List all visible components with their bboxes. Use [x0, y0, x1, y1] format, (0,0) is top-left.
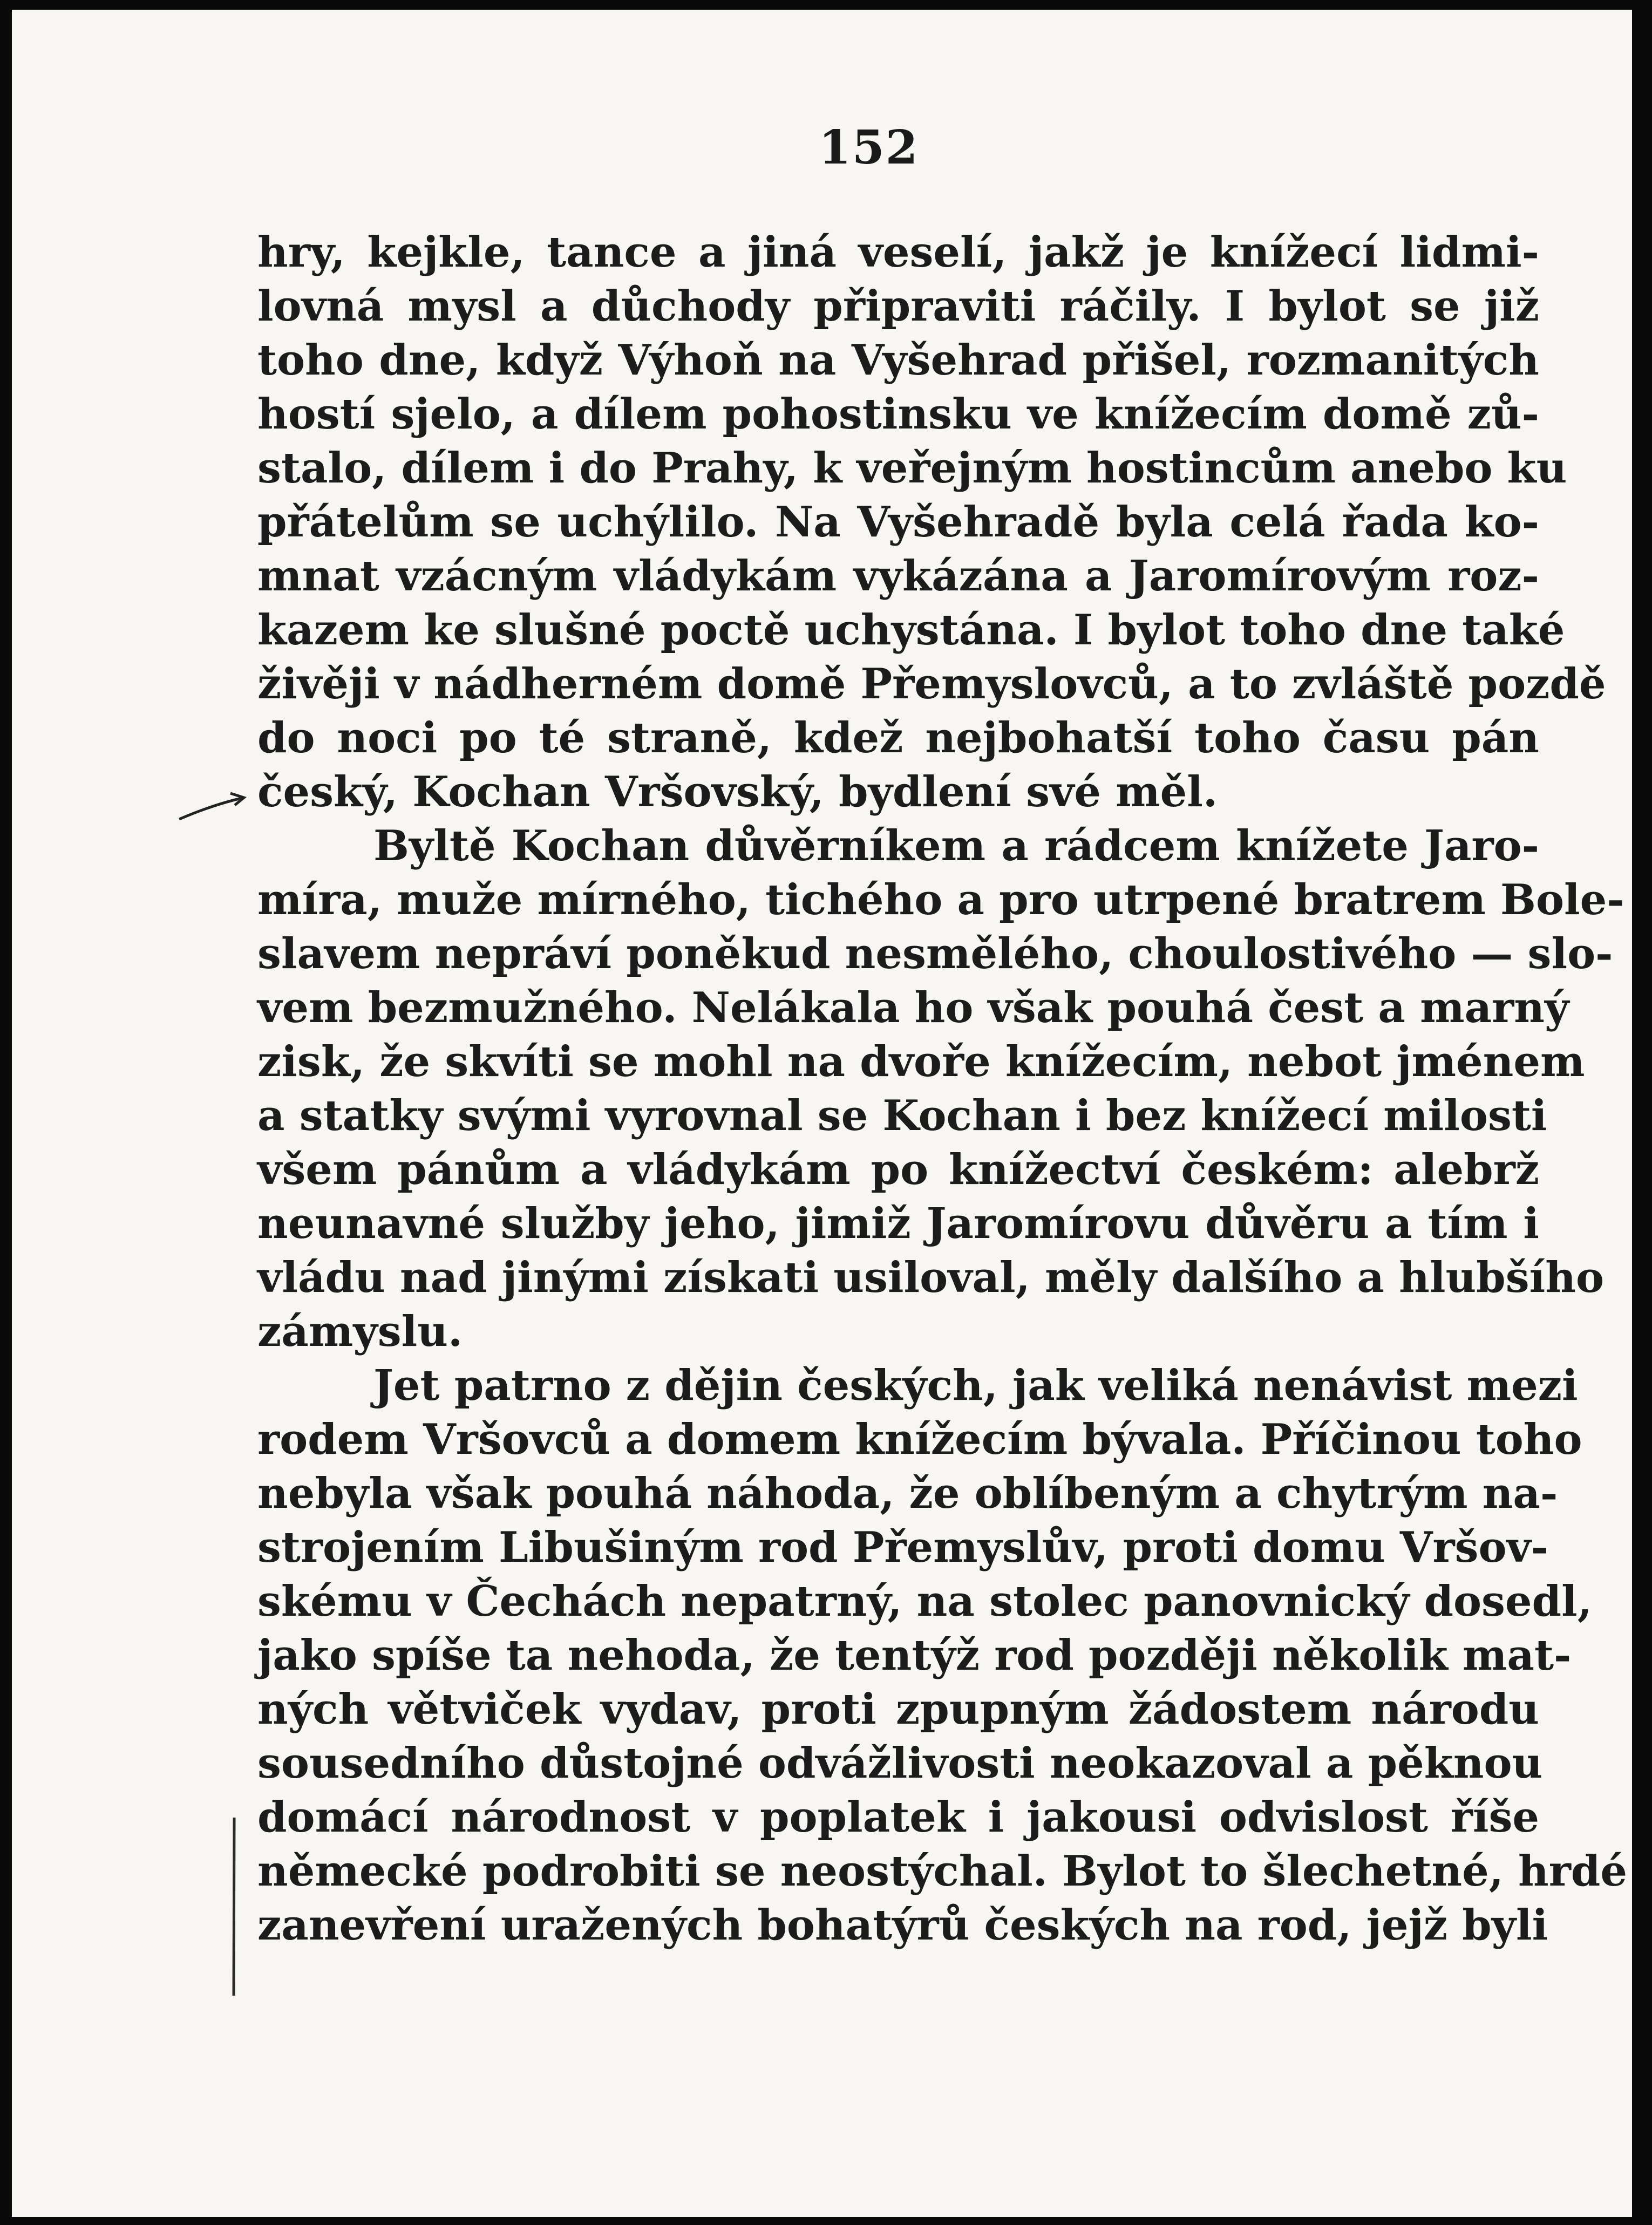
text-line: jako spíše ta nehoda, že tentýž rod později několik mat- [257, 1631, 1572, 1680]
text-line: německé podrobiti se neostýchal. Bylot to šlechetné, hrdé [257, 1847, 1627, 1896]
text-line: Byltě Kochan důvěrníkem a rádcem knížete Jaro- [373, 821, 1539, 870]
text-line: lovná mysl a důchody připraviti ráčily. I bylot se již [257, 282, 1539, 331]
text-line: Jet patrno z dějin českých, jak veliká nenávist mezi [373, 1361, 1578, 1410]
text-line: do noci po té straně, kdež nejbohatší toho času pán [257, 713, 1539, 763]
body-text [257, 226, 1627, 1952]
text-line: a statky svými vyrovnal se Kochan i bez knížecí milosti [257, 1091, 1547, 1140]
page-number: 152 [819, 120, 919, 175]
text-line: hry, kejkle, tance a jiná veselí, jakž je knížecí lidmi- [257, 228, 1539, 277]
margin-arrow-mark [176, 787, 247, 825]
text-line: strojením Libušiným rod Přemyslův, proti domu Vršov- [257, 1523, 1549, 1572]
text-line: neunavné služby jeho, jimiž Jaromírovu důvěru a tím i [257, 1199, 1539, 1248]
text-line: zámyslu. [257, 1307, 463, 1356]
book-page [12, 10, 1632, 2217]
text-line: slavem nepráví poněkud nesmělého, choulostivého — slo- [257, 929, 1613, 978]
text-line: všem pánům a vládykám po knížectví českém: alebrž [257, 1145, 1539, 1194]
text-line: zanevření uražených bohatýrů českých na rod, jejž byli [257, 1901, 1548, 1950]
text-line: stalo, dílem i do Prahy, k veřejným hostincům anebo ku [257, 444, 1567, 493]
text-line: toho dne, když Výhoň na Vyšehrad přišel, rozmanitých [257, 336, 1539, 385]
text-line: domácí národnost v poplatek i jakousi odvislost říše [257, 1793, 1539, 1842]
text-line: živěji v nádherném domě Přemyslovců, a to zvláště pozdě [257, 659, 1606, 709]
text-line: český, Kochan Vršovský, bydlení své měl. [257, 767, 1218, 816]
text-line: míra, muže mírného, tichého a pro utrpené bratrem Bole- [257, 875, 1624, 924]
text-line: vládu nad jinými získati usiloval, měly dalšího a hlubšího [257, 1253, 1604, 1302]
text-line: sousedního důstojné odvážlivosti neokazoval a pěknou [257, 1739, 1543, 1788]
text-line: nebyla však pouhá náhoda, že oblíbeným a chytrým na- [257, 1469, 1558, 1518]
text-line: ných větviček vydav, proti zpupným žádostem národu [257, 1685, 1539, 1734]
margin-vertical-mark [230, 1818, 238, 1996]
text-line: zisk, že skvíti se mohl na dvoře knížecím, nebot jménem [257, 1037, 1585, 1086]
text-line: skému v Čechách nepatrný, na stolec panovnický dosedl, [257, 1577, 1592, 1626]
text-line: přátelům se uchýlilo. Na Vyšehradě byla celá řada ko- [257, 498, 1539, 547]
text-line: rodem Vršovců a domem knížecím bývala. Příčinou toho [257, 1415, 1582, 1464]
text-line: kazem ke slušné poctě uchystána. I bylot toho dne také [257, 605, 1565, 655]
text-line: mnat vzácným vládykám vykázána a Jaromírovým roz- [257, 552, 1539, 601]
text-line: hostí sjelo, a dílem pohostinsku ve knížecím domě zů- [257, 390, 1539, 439]
text-line: vem bezmužného. Nelákala ho však pouhá čest a marný [257, 983, 1569, 1032]
